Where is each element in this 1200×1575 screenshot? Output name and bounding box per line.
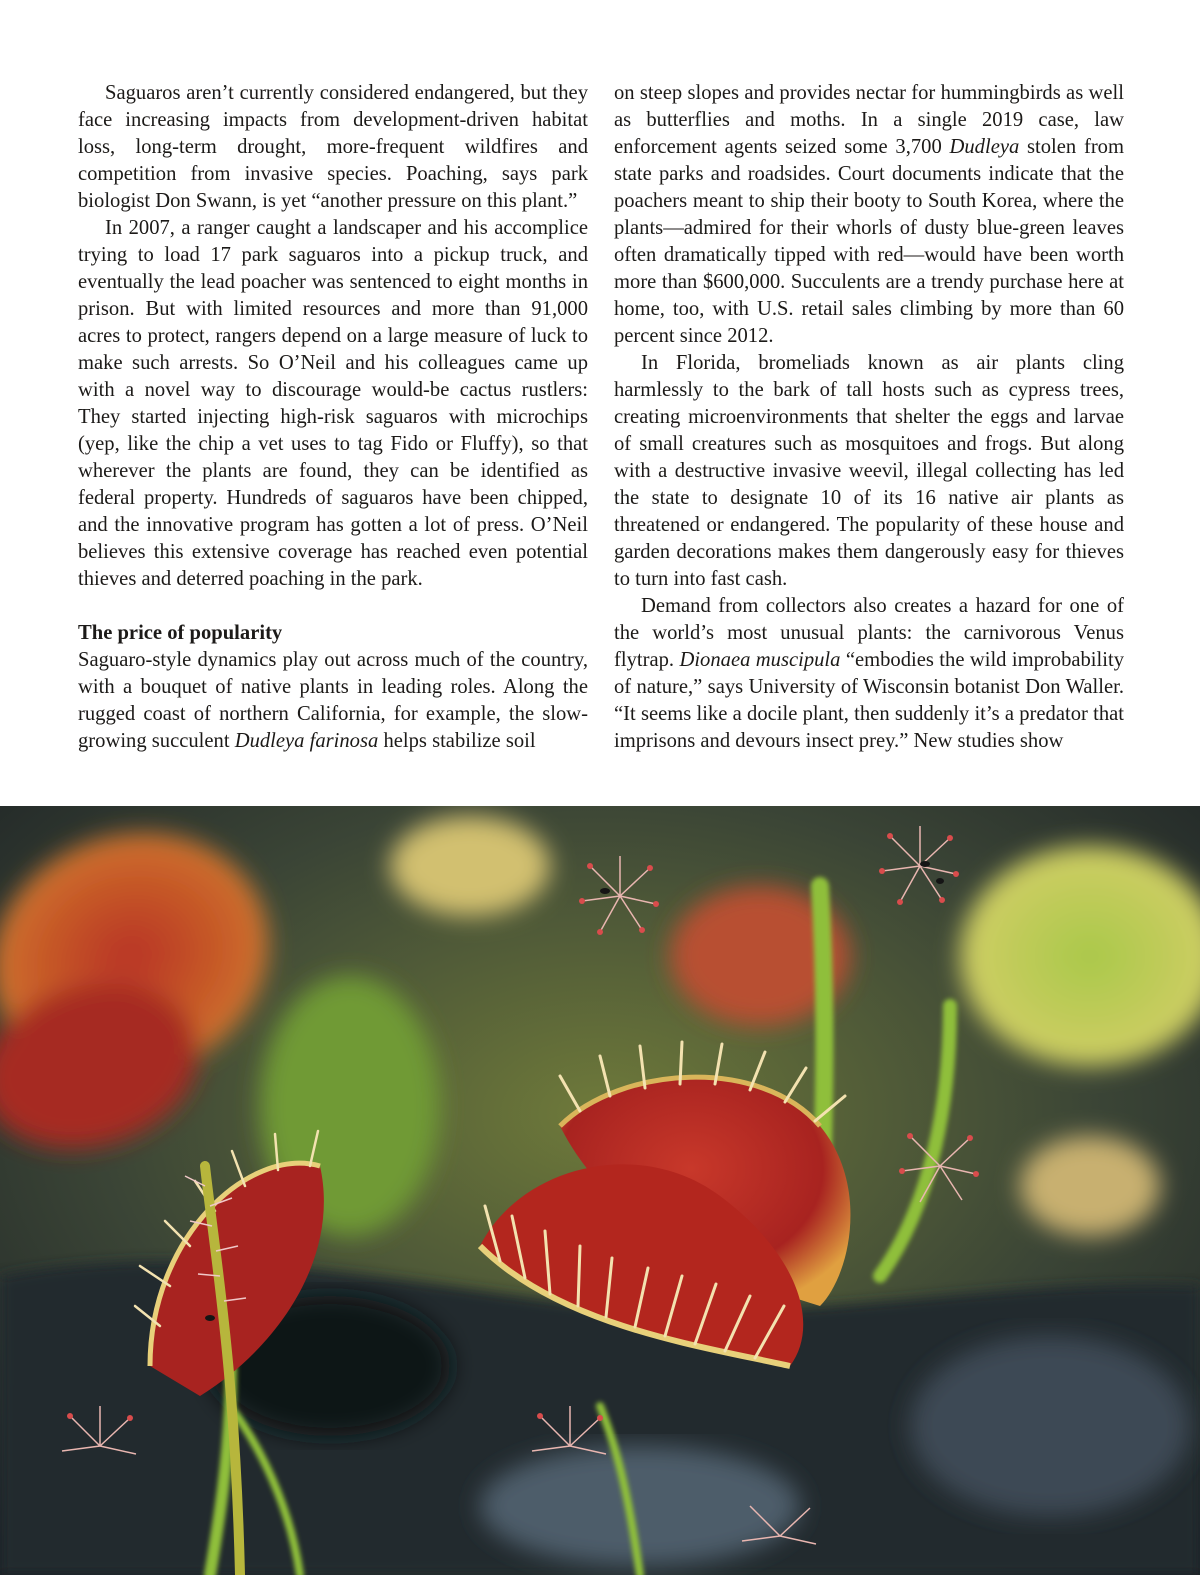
paragraph — [614, 80, 1124, 350]
venus-flytrap-photo — [0, 806, 1200, 1575]
text-run: on steep slopes and provides nectar for hummingbirds as well as butterflies and moths. In a single 2019 case, law enforcement agents seized some 3,700 — [614, 82, 1124, 158]
column-right — [614, 80, 1124, 780]
text-run: stolen from state parks and roadsides. Court documents indicate that the poachers meant to ship their booty to South Korea, where the plants—admired for their whorls of dusty blue-green leaves often dramatically tipped with red—would have been worth more than $600,000. Succulents are a trendy purchase here at home, too, with U.S. retail sales climbing by more than 60 percent since 2012. — [614, 136, 1124, 347]
paragraph: In 2007, a ranger caught a landscaper and his accomplice trying to load 17 park saguaros into a pickup truck, and eventually the lead poacher was sentenced to eight months in prison. But with limited resources and more than 91,000 acres to protect, rangers depend on a large measure of luck to make such arrests. So O’Neil and his colleagues came up with a novel way to discourage would-be cactus rustlers: They started injecting high-risk saguaros with microchips (yep, like the chip a vet uses to tag Fido or Fluffy), so that wherever the plants are found, they can be identified as federal property. Hundreds of saguaros have been chipped, and the innovative program has gotten a lot of press. O’Neil believes this extensive coverage has reached even potential thieves and deterred poaching in the park. — [78, 217, 588, 590]
column-left — [78, 80, 588, 780]
section-heading: The price of popularity — [78, 622, 283, 644]
text-run: Demand from collectors also creates a hazard for one of the world’s most unusual plants: the carnivorous Venus flytrap. — [614, 595, 1124, 671]
paragraph: Saguaros aren’t currently considered endangered, but they face increasing impacts from development-driven habitat loss, long-term drought, more-frequent wildfires and competition from invasive species. Poaching, says park biologist Don Swann, is yet “another pressure on this plant.” — [78, 82, 588, 212]
text-run: “embodies the wild improbability of nature,” says University of Wisconsin botanist Don Waller. “It seems like a docile plant, then suddenly it’s a predator that imprisons and devours insect prey.” New studies show — [614, 649, 1124, 752]
photo-illustration — [0, 806, 1200, 1575]
species-name: Dudleya — [949, 136, 1020, 158]
species-name: Dudleya farinosa — [234, 730, 379, 752]
text-run: Saguaro-style dynamics play out across much of the country, with a bouquet of native plants in leading roles. Along the rugged coast of northern California, for example, the slow-growing succulent — [78, 649, 588, 752]
paragraph: In Florida, bromeliads known as air plants cling harmlessly to the bark of tall hosts such as cypress trees, creating microenvironments that shelter the eggs and larvae of small creatures such as mosquitoes and frogs. But along with a destructive invasive weevil, illegal collecting has led the state to designate 10 of its 16 native air plants as threatened or endangered. The popularity of these house and garden decorations makes them dangerously easy for thieves to turn into fast cash. — [614, 352, 1124, 590]
paragraph — [614, 593, 1124, 755]
text-run: helps stabilize soil — [378, 730, 536, 752]
paragraph — [78, 647, 588, 755]
species-name: Dionaea muscipula — [679, 649, 841, 671]
article-body — [78, 80, 1124, 780]
